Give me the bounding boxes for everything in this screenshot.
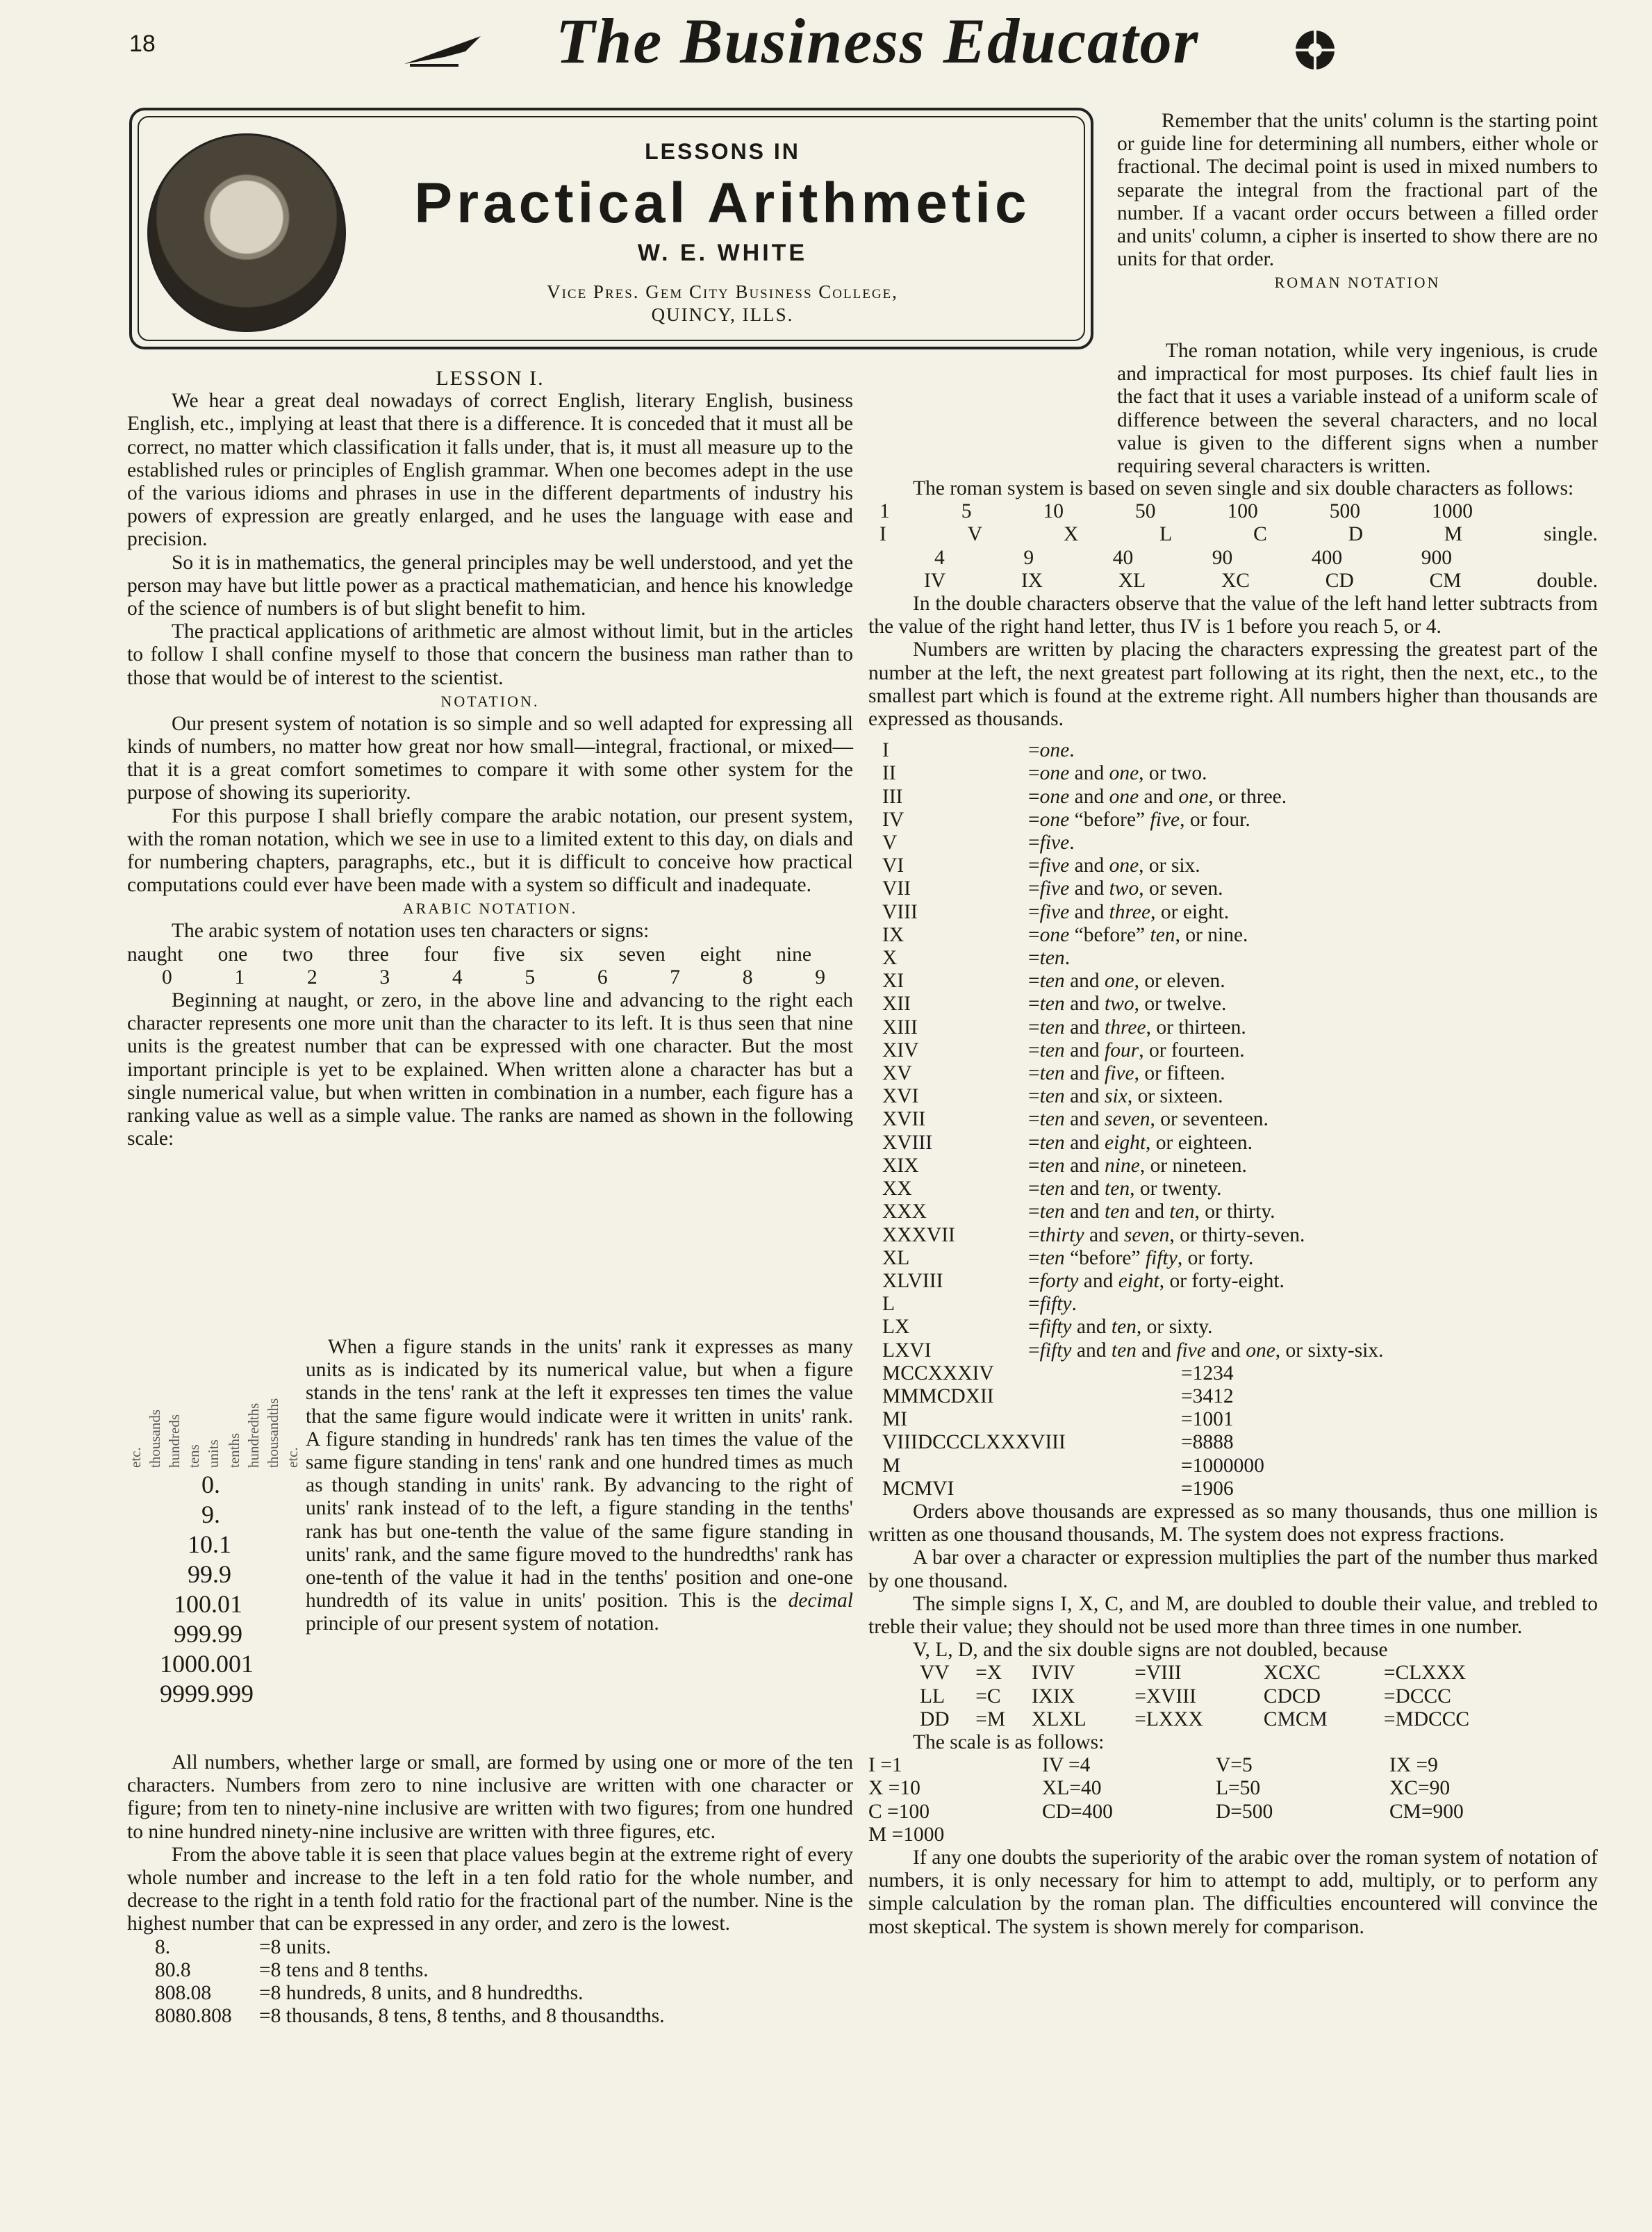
author-portrait xyxy=(147,133,346,332)
double-value: 4 xyxy=(934,546,945,569)
roman-row: II =one and one, or two. xyxy=(882,762,1207,785)
double-value: 400 xyxy=(1311,546,1343,569)
paragraph: Orders above thousands are expressed as so many thousands, thus one million is written as one thousand thousands, M. The system does not express fractions. xyxy=(868,1500,1598,1546)
roman-row: MI =1001 xyxy=(882,1408,1234,1431)
roman-row: VII =five and two, or seven. xyxy=(882,877,1223,900)
paragraph: We hear a great deal nowadays of correct English, literary English, business English, etc., implying at least that there is a difference. It is conceded that it must all be correct, no matter which classification it falls under, that is, it must all measure up to the established rules or principles of English grammar. When one becomes adept in the use of the various idioms and phrases in use in the different departments of industry his powers of expression are greatly enlarged, and he uses the language with ease and precision. xyxy=(127,390,853,551)
paragraph: V, L, D, and the six double signs are not doubled, because xyxy=(913,1639,1388,1662)
double-sign: CD xyxy=(1325,569,1354,592)
paragraph: Beginning at naught, or zero, in the above line and advancing to the right each character represents one more unit than the character to its left. It is thus seen that nine units is the greatest number that can be expressed with one character. But the most important principle is yet to be explained. When written alone a character has but a single numerical value, but when written in combination in a number, each figure has a ranking value as well as a simple value. The ranks are named as shown in the following scale: xyxy=(127,989,853,1150)
single-sign: V xyxy=(967,523,983,546)
emblem-icon xyxy=(1294,28,1337,72)
digit-name: one xyxy=(217,943,248,966)
single-value: 1000 xyxy=(1432,500,1473,523)
roman-row: XLVIII =forty and eight, or forty-eight. xyxy=(882,1269,1285,1292)
doubling-row: LL =C IXIX =XVIII CDCD =DCCC xyxy=(920,1685,1451,1708)
double-sign: CM xyxy=(1429,569,1462,592)
roman-notation-heading: ROMAN NOTATION xyxy=(1274,274,1441,292)
paragraph: The simple signs I, X, C, and M, are doubled to double their value, and trebled to treble their value; they should not be used more than three times in one number. xyxy=(868,1592,1598,1638)
paragraph: For this purpose I shall briefly compare the arabic notation, our present system, with the roman notation, which we see in use to a limited extent to this day, on dials and for numbering chapters, paragraphs, etc., but it is difficult to conceive how practical computations could ever have been made with a system so difficult and inadequate. xyxy=(127,804,853,897)
double-label: double. xyxy=(1537,569,1598,592)
roman-row: XIV =ten and four, or fourteen. xyxy=(882,1039,1245,1061)
single-value: 500 xyxy=(1329,500,1360,523)
single-value: 5 xyxy=(961,500,972,523)
scale-intro: The scale is as follows: xyxy=(913,1730,1105,1753)
digit-names-row xyxy=(127,943,853,966)
lesson-heading: LESSON I. xyxy=(436,367,545,390)
paragraph: The roman notation, while very ingenious, is crude and impractical for most purposes. Its chief fault lies in the fact that it uses a variable instead of a uniform scale of difference between the several characters, and no local value is given to the different signs when a number requiring several characters is written. xyxy=(1117,340,1598,478)
double-signs-row xyxy=(868,570,1598,593)
paragraph: Remember that the units' column is the starting point or guide line for determining all numbers, either whole or fractional. The decimal point is used in mixed numbers to separate the integral from the fractional part of the number. If a vacant order occurs between a filled order and units' column, a cipher is inserted to show there are no units for that order. xyxy=(1117,110,1598,271)
author-name: W. E. WHITE xyxy=(637,240,808,266)
rank-label: tens xyxy=(185,1444,202,1468)
single-value: 100 xyxy=(1227,500,1258,523)
right-column-main xyxy=(868,477,1598,1939)
roman-row: VIII =five and three, or eight. xyxy=(882,900,1230,923)
author-affiliation-line1: Vice Pres. Gem City Business College, xyxy=(547,281,898,302)
digit: 5 xyxy=(524,966,536,989)
arabic-notation-heading: ARABIC NOTATION. xyxy=(402,900,578,918)
single-sign: M xyxy=(1444,523,1463,546)
digit-name: naught xyxy=(127,943,183,966)
rank-label: units xyxy=(205,1439,222,1468)
single-values-row xyxy=(868,500,1598,523)
roman-row: XX =ten and ten, or twenty. xyxy=(882,1177,1222,1200)
roman-row: X =ten. xyxy=(882,947,1071,970)
roman-scale-table xyxy=(868,1754,1563,1846)
rank-label: tenths xyxy=(226,1432,242,1468)
digit-name: nine xyxy=(776,943,811,966)
paragraph: All numbers, whether large or small, are formed by using one or more of the ten characters. Numbers from zero to nine inclusive are written with one character or figure; from ten to ninety-nine inclusive are written with two figures; from one hundred to nine hundred ninety-nine inclusive are written with three figures, etc. xyxy=(127,1751,853,1843)
rank-label: etc. xyxy=(284,1447,301,1468)
roman-row: XXX =ten and ten and ten, or thirty. xyxy=(882,1200,1275,1223)
paragraph: The arabic system of notation uses ten characters or signs: xyxy=(172,920,650,943)
double-values-row xyxy=(868,547,1598,570)
roman-row: XL =ten “before” fifty, or forty. xyxy=(882,1246,1254,1269)
scale-number: 0. xyxy=(201,1471,220,1498)
roman-row: MCCXXXIV =1234 xyxy=(882,1362,1234,1384)
right-column-top xyxy=(1117,110,1598,294)
digit: 2 xyxy=(306,966,317,989)
page-number: 18 xyxy=(129,31,156,57)
single-sign: C xyxy=(1253,523,1267,546)
roman-row: III =one and one and one, or three. xyxy=(882,785,1287,808)
example-row: 8080.808 =8 thousands, 8 tens, 8 tenths, and 8 thousandths. xyxy=(155,2005,665,2028)
single-sign: L xyxy=(1159,523,1173,546)
roman-row: XII =ten and two, or twelve. xyxy=(882,993,1227,1016)
roman-row: XV =ten and five, or fifteen. xyxy=(882,1062,1225,1085)
digit-name: four xyxy=(424,943,459,966)
roman-row: MMMCDXII =3412 xyxy=(882,1384,1234,1407)
scale-number: 1000.001 xyxy=(160,1650,254,1678)
paragraph: If any one doubts the superiority of the arabic over the roman system of notation of numbers, it is only necessary for him to attempt to add, multiply, or to perform any simple calculation by the roman plan. The difficulties encountered will convince the most skeptical. The system is shown merely for comparison. xyxy=(868,1846,1598,1938)
roman-row: LX =fifty and ten, or sixty. xyxy=(882,1316,1213,1339)
author-affiliation xyxy=(375,281,1070,326)
doubling-row: VV =X IVIV =VIII XCXC =CLXXX xyxy=(920,1662,1467,1685)
paragraph: So it is in mathematics, the general principles may be well understood, and yet the person may have but little power as a practical mathematician, and hence his knowledge of the science of numbers is of but slight benefit to him. xyxy=(127,551,853,620)
paragraph: Numbers are written by placing the characters expressing the greatest part of the number at the left, the next greatest part following at its right, then the next, etc., to the smallest part which is found at the extreme right. All numbers higher than thousands are expressed as thousands. xyxy=(868,638,1598,731)
roman-row: M =1000000 xyxy=(882,1454,1264,1477)
single-value: 1 xyxy=(879,500,890,523)
roman-row: IX =one “before” ten, or nine. xyxy=(882,923,1248,946)
single-sign: X xyxy=(1063,523,1079,546)
single-sign: I xyxy=(879,523,886,546)
double-sign: IV xyxy=(924,569,946,592)
double-sign: XL xyxy=(1118,569,1146,592)
double-value: 900 xyxy=(1421,546,1452,569)
scale-number: 10.1 xyxy=(188,1530,231,1558)
left-column-top xyxy=(127,367,853,1151)
digit-name: three xyxy=(347,943,389,966)
example-row: 808.08 =8 hundreds, 8 units, and 8 hundredths. xyxy=(155,1982,584,2005)
scale-number: 999.99 xyxy=(174,1620,242,1648)
left-column-wrap xyxy=(306,1336,853,1636)
rank-label: hundredths xyxy=(245,1403,262,1468)
paragraph: From the above table it is seen that place values begin at the extreme right of every whole number and increase to the left in a ten fold ratio for the whole number, and decrease to the right in a tenth fold ratio for the fractional part of the number. Nine is the highest number that can be expressed in any order, and zero is the lowest. xyxy=(127,1843,853,1935)
paragraph-decimal: When a figure stands in the units' rank it expresses as many units as is indicated by its numerical value, but when a figure stands in the tens' rank at the left it expresses ten times the value that the same figure would indicate were it written in units' rank. A figure standing in hundreds' rank has ten times the value of the same figure standing in tens' rank and one hundred times as much as though standing in units' rank. By advancing to the right of units' rank instead of to the left, a figure standing in the tenths' rank has but one-tenth the value of the same figure standing in units' rank, and the same figure moved to the hundredths' rank has one-tenth of the value it had in the tenths' position and one-one hundredth of its value in units' position. This is the decimal principle of our present system of notation. xyxy=(306,1336,853,1635)
masthead: The Business Educator xyxy=(556,6,1200,76)
roman-row: LXVI =fifty and ten and five and one, or sixty-six. xyxy=(882,1339,1384,1362)
digit: 0 xyxy=(162,966,172,989)
paragraph: A bar over a character or expression multiplies the part of the number thus marked by one thousand. xyxy=(868,1546,1598,1592)
digit: 7 xyxy=(670,966,681,989)
digit: 3 xyxy=(379,966,390,989)
single-label: single. xyxy=(1544,523,1598,546)
roman-row: I =one. xyxy=(882,739,1075,762)
roman-row: XIII =ten and three, or thirteen. xyxy=(882,1016,1246,1039)
notation-heading: NOTATION. xyxy=(440,692,540,710)
roman-row: XI =ten and one, or eleven. xyxy=(882,970,1225,993)
series-title: Practical Arithmetic xyxy=(414,172,1031,235)
example-row: 80.8 =8 tens and 8 tenths. xyxy=(155,1958,429,1981)
double-sign: XC xyxy=(1221,569,1250,592)
rank-label: etc. xyxy=(127,1447,144,1468)
scale-number: 99.9 xyxy=(188,1560,231,1588)
digit-name: five xyxy=(493,943,525,966)
roman-row: XXXVII =thirty and seven, or thirty-seven. xyxy=(882,1223,1305,1246)
series-kicker: LESSONS IN xyxy=(645,139,800,164)
paragraph: In the double characters observe that the value of the left hand letter subtracts from the value of the right hand letter, thus IV is 1 before you reach 5, or 4. xyxy=(868,593,1598,638)
roman-row: XVIII =ten and eight, or eighteen. xyxy=(882,1131,1253,1154)
scale-row: X =10 XL=40 L=50 XC=90 xyxy=(868,1777,1451,1800)
digit: 1 xyxy=(234,966,245,989)
roman-row: IV =one “before” five, or four. xyxy=(882,808,1250,831)
scale-row: M =1000 xyxy=(868,1823,945,1846)
roman-row: VI =five and one, or six. xyxy=(882,854,1200,877)
digits-row xyxy=(127,966,853,989)
single-sign: D xyxy=(1348,523,1364,546)
right-column xyxy=(868,340,1598,478)
double-value: 40 xyxy=(1112,546,1134,569)
double-sign: IX xyxy=(1021,569,1043,592)
example-row: 8. =8 units. xyxy=(155,1935,331,1958)
paragraph: The practical applications of arithmetic are almost without limit, but in the articles to follow I shall confine myself to those that concern the business man rather than to those that would be of interest to the scientist. xyxy=(127,620,853,689)
roman-row: MCMVI =1906 xyxy=(882,1477,1234,1500)
single-signs-row xyxy=(868,523,1598,546)
digit-name: two xyxy=(282,943,313,966)
digit: 9 xyxy=(815,966,825,989)
digit-name: eight xyxy=(700,943,741,966)
rank-scale-numbers xyxy=(132,1470,292,1709)
double-value: 9 xyxy=(1023,546,1034,569)
doubling-table xyxy=(920,1662,1545,1731)
single-value: 50 xyxy=(1135,500,1156,523)
roman-row: XVII =ten and seven, or seventeen. xyxy=(882,1108,1269,1131)
scale-number: 9999.999 xyxy=(160,1680,254,1708)
scale-row: I =1 IV =4 V=5 IX =9 xyxy=(868,1754,1438,1777)
author-affiliation-line2: QUINCY, ILLS. xyxy=(651,304,794,325)
roman-row: XIX =ten and nine, or nineteen. xyxy=(882,1154,1247,1177)
left-column-bottom xyxy=(127,1751,853,2028)
paragraph: Our present system of notation is so simple and so well adapted for expressing all kinds of numbers, no matter how great nor how small—integral, fractional, or mixed—that it is a great comfort sometimes to compare it with some other system for the purpose of showing its superiority. xyxy=(127,712,853,804)
single-value: 10 xyxy=(1043,500,1064,523)
scale-number: 9. xyxy=(201,1501,220,1528)
digit: 6 xyxy=(597,966,608,989)
digit: 8 xyxy=(742,966,753,989)
roman-row: VIIIDCCCLXXXVIII =8888 xyxy=(882,1431,1234,1454)
scale-row: C =100 CD=400 D=500 CM=900 xyxy=(868,1800,1464,1823)
rank-label: thousands xyxy=(147,1410,163,1468)
roman-row: V =five. xyxy=(882,832,1075,854)
roman-numeral-list xyxy=(882,739,1384,1362)
double-value: 90 xyxy=(1212,546,1233,569)
rank-label: hundreds xyxy=(166,1414,183,1468)
quill-icon xyxy=(403,33,486,68)
digit-name: seven xyxy=(618,943,666,966)
digit-name: six xyxy=(559,943,584,966)
doubling-row: DD =M XLXL =LXXX CMCM =MDCCC xyxy=(920,1708,1470,1730)
roman-row: XVI =ten and six, or sixteen. xyxy=(882,1085,1223,1108)
scale-number: 100.01 xyxy=(174,1590,242,1618)
roman-row: L =fifty. xyxy=(882,1293,1077,1316)
place-value-examples xyxy=(155,1936,665,2028)
paragraph: The roman system is based on seven single and six double characters as follows: xyxy=(913,477,1574,499)
rank-label: thousandths xyxy=(265,1398,281,1468)
large-roman-list xyxy=(882,1362,1264,1501)
digit: 4 xyxy=(452,966,463,989)
